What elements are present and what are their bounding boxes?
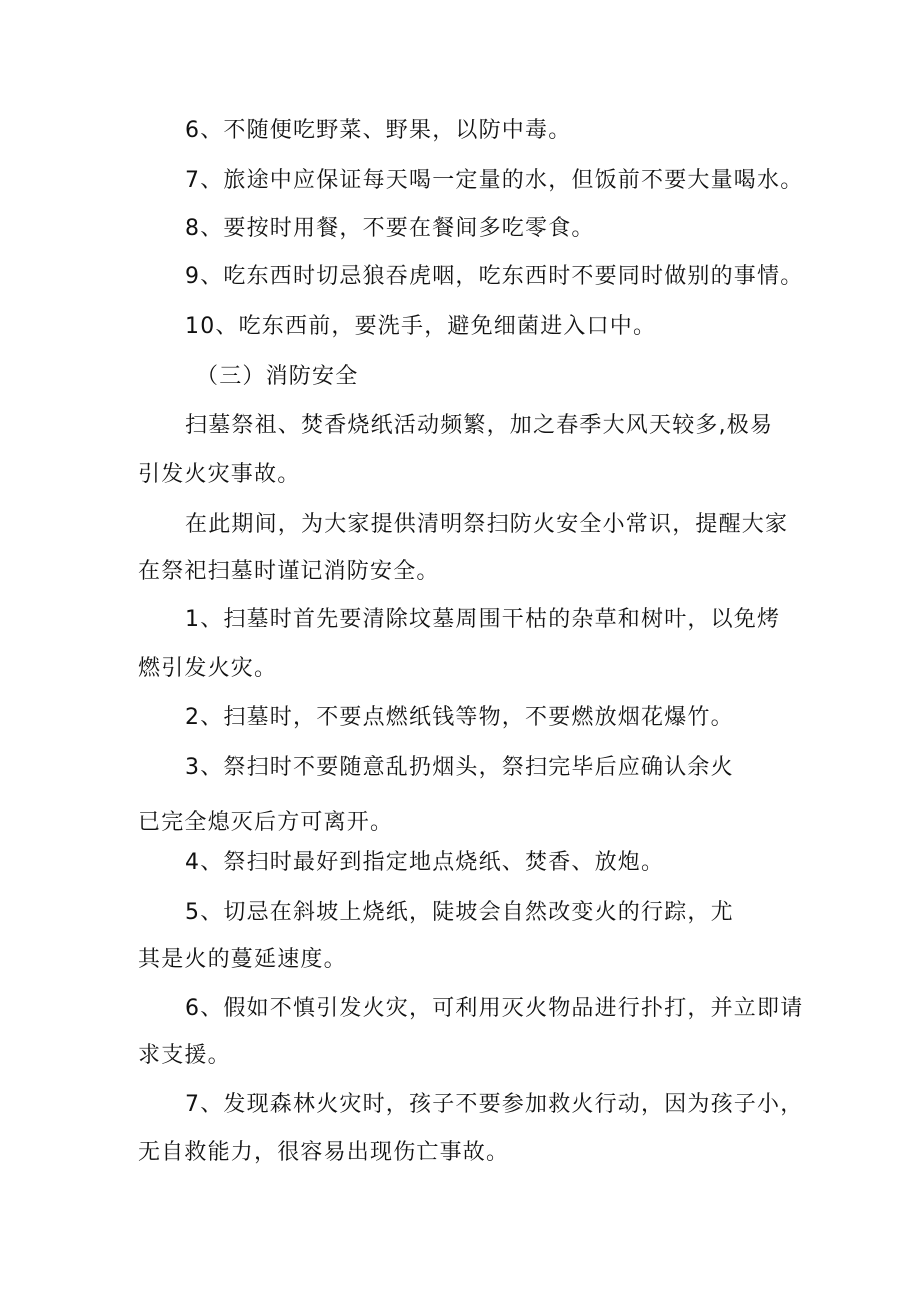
fire-intro-line-2: 引发火灾事故。	[138, 462, 301, 487]
fire-tip-6-line-1: 6、假如不慎引发火灾，可利用灭火物品进行扑打，并立即请	[185, 996, 804, 1021]
fire-tip-1-line-1: 1、扫墓时首先要清除坟墓周围干枯的杂草和树叶，以免烤	[185, 607, 781, 632]
food-tip-6: 6、不随便吃野菜、野果，以防中毒。	[185, 118, 572, 143]
fire-notice-line-1: 在此期间，为大家提供清明祭扫防火安全小常识，提醒大家	[185, 512, 789, 537]
fire-tip-3-line-2: 已完全熄灭后方可离开。	[138, 810, 394, 835]
section-heading-fire-safety: （三）消防安全	[196, 364, 359, 389]
fire-tip-7-line-1: 7、发现森林火灾时，孩子不要参加救火行动，因为孩子小，	[185, 1092, 804, 1117]
food-tip-9: 9、吃东西时切忌狼吞虎咽，吃东西时不要同时做别的事情。	[185, 264, 804, 289]
fire-tip-5-line-2: 其是火的蔓延速度。	[138, 947, 347, 972]
fire-tip-1-line-2: 燃引发火灾。	[138, 656, 278, 681]
fire-tip-2: 2、扫墓时，不要点燃纸钱等物，不要燃放烟花爆竹。	[185, 705, 734, 730]
fire-tip-7-line-2: 无自救能力，很容易出现伤亡事故。	[138, 1140, 510, 1165]
fire-tip-6-line-2: 求支援。	[138, 1043, 231, 1068]
food-tip-8: 8、要按时用餐，不要在餐间多吃零食。	[185, 216, 595, 241]
fire-tip-5-line-1: 5、切忌在斜坡上烧纸，陡坡会自然改变火的行踪，尤	[185, 900, 734, 925]
fire-tip-4: 4、祭扫时最好到指定地点烧纸、焚香、放炮。	[185, 850, 665, 875]
food-tip-10: 10、吃东西前，要洗手，避免细菌进入口中。	[185, 314, 657, 339]
fire-tip-3-line-1: 3、祭扫时不要随意乱扔烟头，祭扫完毕后应确认余火	[185, 755, 734, 780]
fire-intro-line-1: 扫墓祭祖、焚香烧纸活动频繁，加之春季大风天较多,极易	[185, 413, 774, 438]
food-tip-7: 7、旅途中应保证每天喝一定量的水，但饭前不要大量喝水。	[185, 168, 804, 193]
fire-notice-line-2: 在祭祀扫墓时谨记消防安全。	[138, 559, 440, 584]
